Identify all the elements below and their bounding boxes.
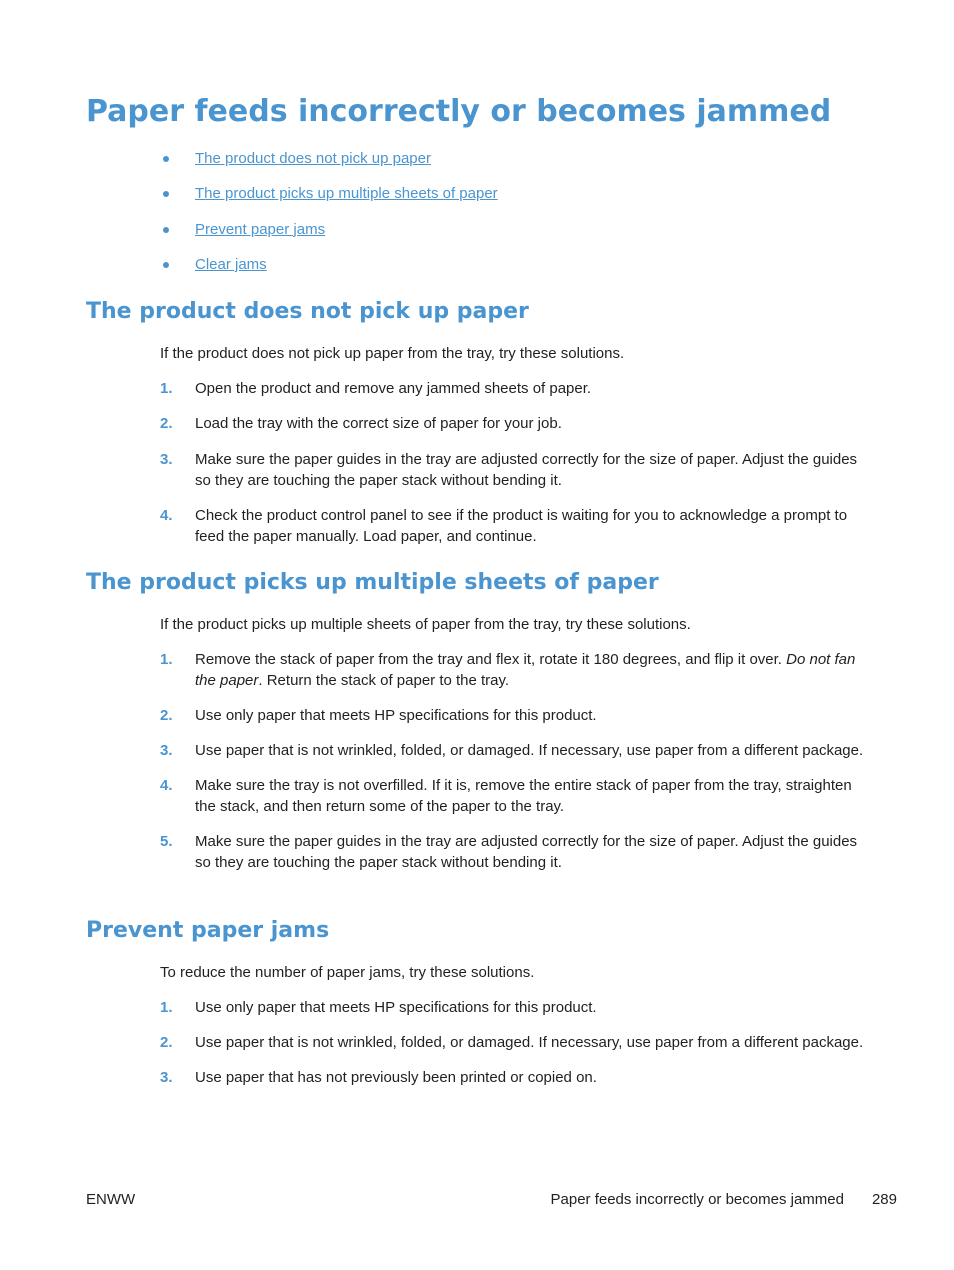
step-number: 2. (160, 415, 173, 432)
step-text: Use only paper that meets HP specifications for this product. (195, 707, 597, 724)
step-item (160, 775, 876, 817)
toc-link-prevent-jams[interactable]: Prevent paper jams (195, 220, 326, 238)
step-text: Use paper that is not wrinkled, folded, or damaged. If necessary, use paper from a different package. (195, 1034, 864, 1051)
footer-running-title-block (551, 1189, 898, 1210)
page-number: 289 (871, 1191, 897, 1208)
step-text: Use only paper that meets HP specifications for this product. (195, 999, 597, 1016)
step-item (160, 413, 876, 434)
section-heading-prevent-jams: Prevent paper jams (86, 918, 330, 943)
footer-running-title: Paper feeds incorrectly or becomes jammed (550, 1191, 844, 1208)
step-number: 1. (160, 999, 173, 1016)
step-number: 3. (160, 742, 173, 759)
toc-item (160, 219, 498, 254)
toc-link-not-pick-up[interactable]: The product does not pick up paper (195, 150, 431, 167)
step-text: Remove the stack of paper from the tray and flex it, rotate it 180 degrees, and flip it over. Do not fan the paper. Return the stack of paper to the tray. (195, 651, 856, 689)
step-list (160, 997, 876, 1088)
step-text: Use paper that has not previously been printed or copied on. (195, 1069, 597, 1086)
page-title: Paper feeds incorrectly or becomes jammed (86, 94, 832, 129)
step-item (160, 378, 876, 399)
step-number: 3. (160, 1069, 173, 1086)
toc-item (160, 183, 498, 218)
section-heading-multiple-sheets: The product picks up multiple sheets of paper (86, 570, 659, 595)
section-intro: If the product does not pick up paper from the tray, try these solutions. (160, 345, 625, 362)
footer-doc-code: ENWW (86, 1191, 136, 1208)
section-intro: If the product picks up multiple sheets of paper from the tray, try these solutions. (160, 616, 691, 633)
step-number: 4. (160, 777, 173, 794)
toc-link-clear-jams[interactable]: Clear jams (195, 255, 267, 273)
step-text: Make sure the paper guides in the tray are adjusted correctly for the size of paper. Adjust the guides so they are touching the paper stack without bending it. (195, 451, 858, 489)
step-text: Make sure the tray is not overfilled. If it is, remove the entire stack of paper from the tray, straighten the stack, and then return some of the paper to the tray. (195, 777, 852, 815)
section-intro: To reduce the number of paper jams, try these solutions. (160, 964, 535, 981)
step-text: Make sure the paper guides in the tray are adjusted correctly for the size of paper. Adjust the guides so they are touching the paper stack without bending it. (195, 833, 858, 871)
bullet-icon (163, 156, 169, 162)
step-number: 5. (160, 833, 173, 850)
step-number: 2. (160, 707, 173, 724)
section-heading-not-pick-up: The product does not pick up paper (86, 299, 529, 324)
step-list (160, 649, 876, 873)
step-text: Use paper that is not wrinkled, folded, or damaged. If necessary, use paper from a different package. (195, 742, 864, 759)
step-item (160, 649, 876, 691)
step-number: 3. (160, 451, 173, 468)
step-number: 1. (160, 380, 173, 397)
step-item (160, 740, 876, 761)
step-number: 1. (160, 651, 173, 668)
step-item (160, 1067, 876, 1088)
step-text: Check the product control panel to see if the product is waiting for you to acknowledge a prompt to feed the paper manually. Load paper, and continue. (195, 507, 848, 545)
toc-item (160, 254, 498, 289)
step-number: 2. (160, 1034, 173, 1051)
step-text: Load the tray with the correct size of paper for your job. (195, 415, 562, 432)
step-number: 4. (160, 507, 173, 524)
step-text: Open the product and remove any jammed sheets of paper. (195, 380, 592, 397)
toc-link-multiple-sheets[interactable]: The product picks up multiple sheets of paper (195, 185, 498, 203)
step-item (160, 831, 876, 873)
step-item (160, 997, 876, 1018)
emphasis-text: Do not fan the paper (195, 651, 856, 689)
bullet-icon (163, 191, 169, 197)
step-item (160, 505, 876, 547)
step-item (160, 449, 876, 491)
step-item (160, 1032, 876, 1053)
bullet-icon (163, 262, 169, 268)
step-item (160, 705, 876, 726)
section-link-list (160, 148, 498, 289)
toc-item (160, 148, 498, 183)
step-list (160, 378, 876, 547)
bullet-icon (163, 227, 169, 233)
